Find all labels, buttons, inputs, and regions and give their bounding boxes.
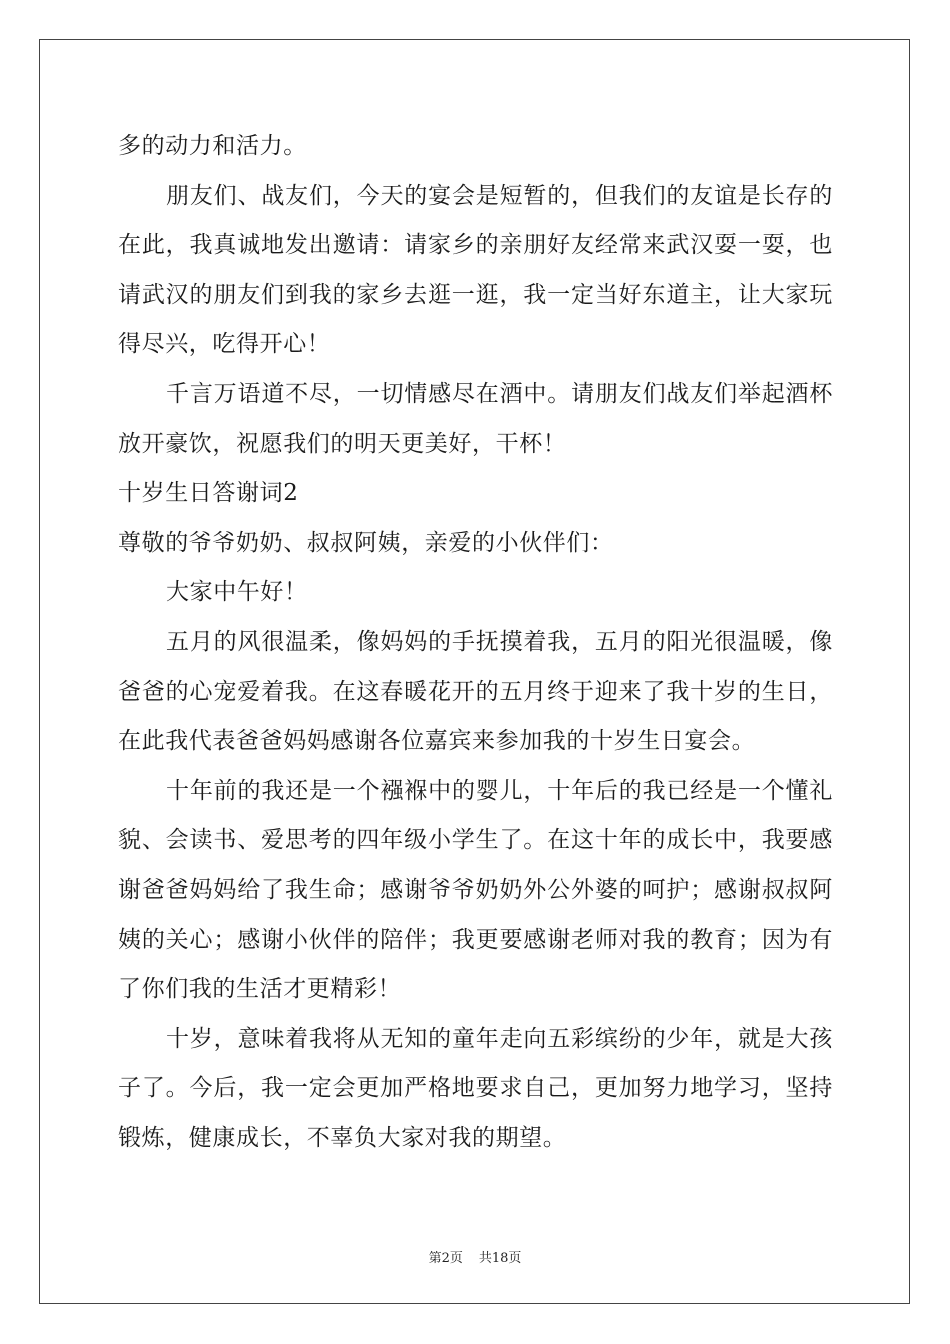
paragraph: 十年前的我还是一个襁褓中的婴儿，十年后的我已经是一个懂礼貌、会读书、爱思考的四年级小学生了。在这十年的成长中，我要感谢爸爸妈妈给了我生命；感谢爷爷奶奶外公外婆的呵护；感谢叔叔阿姨的关心；感谢小伙伴的陪伴；我更要感谢老师对我的教育；因为有了你们我的生活才更精彩！ xyxy=(118,777,833,1003)
paragraph: 千言万语道不尽，一切情感尽在酒中。请朋友们战友们举起酒杯放开豪饮，祝愿我们的明天更美好，干杯！ xyxy=(118,380,833,457)
paragraph: 十岁，意味着我将从无知的童年走向五彩缤纷的少年，就是大孩子了。今后，我一定会更加严格地要求自己，更加努力地学习，坚持锻炼，健康成长，不辜负大家对我的期望。 xyxy=(118,1025,833,1151)
page-number: 第2页 xyxy=(428,1251,463,1266)
greeting: 大家中午好！ xyxy=(166,579,308,606)
page-total: 共18页 xyxy=(478,1251,522,1266)
salutation: 尊敬的爷爷奶奶、叔叔阿姨，亲爱的小伙伴们： xyxy=(118,529,614,556)
paragraph: 五月的风很温柔，像妈妈的手抚摸着我，五月的阳光很温暖，像爸爸的心宠爱着我。在这春暖花开的五月终于迎来了我十岁的生日，在此我代表爸爸妈妈感谢各位嘉宾来参加我的十岁生日宴会。 xyxy=(118,628,833,755)
page-footer xyxy=(0,1247,950,1266)
document-body xyxy=(118,122,833,1163)
paragraph: 朋友们、战友们，今天的宴会是短暂的，但我们的友谊是长存的在此，我真诚地发出邀请：请家乡的亲朋好友经常来武汉耍一耍，也请武汉的朋友们到我的家乡去逛一逛，我一定当好东道主，让大家玩得尽兴，吃得开心！ xyxy=(118,182,833,358)
section-heading: 十岁生日答谢词2 xyxy=(118,480,299,507)
paragraph: 多的动力和活力。 xyxy=(118,133,307,159)
